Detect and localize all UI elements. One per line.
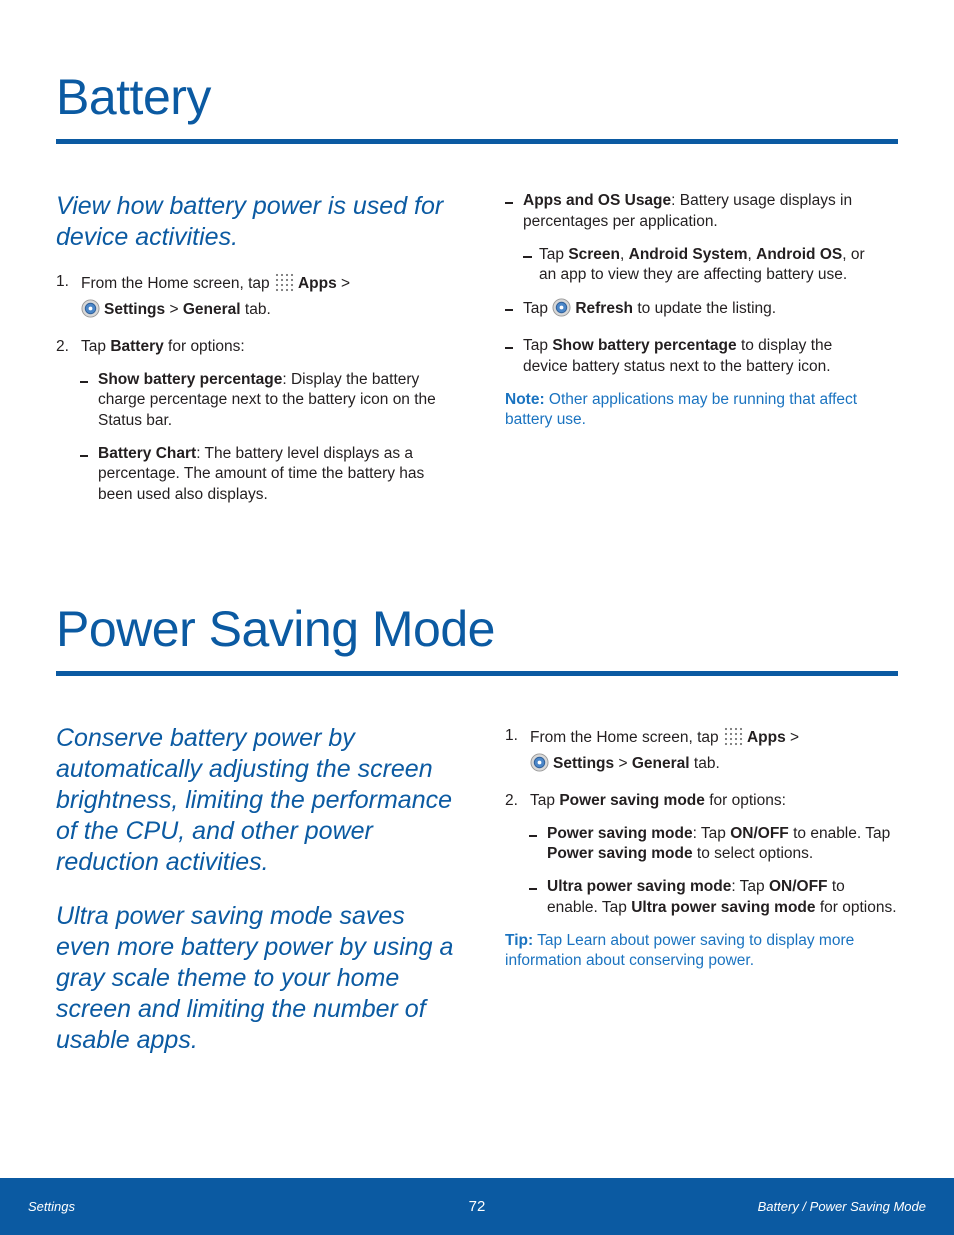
page-title-battery: Battery [56, 69, 211, 125]
power-tip: Tip: Tap Learn about power saving to display more information about conserving power. [505, 931, 855, 969]
list-item: Power saving mode: Tap ON/OFF to enable. Tap Power saving mode to select options. [505, 824, 897, 865]
power-step-2: 2. Tap Power saving mode for options: [505, 791, 897, 812]
step-number: 2. [56, 337, 69, 355]
bullet-dash [523, 256, 532, 258]
list-item: Tap Refresh to update the listing. [481, 298, 873, 324]
battery-step-1: 1. From the Home screen, tap Apps > Settings > General tab. [56, 272, 451, 324]
power-steps [505, 726, 897, 972]
page-number: 72 [468, 1198, 486, 1215]
list-item: Apps and OS Usage: Battery usage displays in percentages per application. [481, 191, 873, 232]
battery-intro: View how battery power is used for device activities. [56, 192, 444, 251]
bullet-dash [505, 202, 513, 204]
bullet-dash [505, 347, 513, 349]
bullet-dash [505, 309, 513, 311]
title-rule [56, 139, 898, 144]
step-number: 1. [56, 273, 69, 290]
bullet-dash [529, 835, 537, 837]
settings-gear-icon [530, 753, 549, 779]
battery-note: Note: Other applications may be running that affect battery use. [505, 390, 858, 428]
apps-grid-icon [274, 272, 294, 299]
list-item: Battery Chart: The battery level displays as a percentage. The amount of time the battery has been used also displays. [56, 444, 451, 506]
apps-grid-icon [723, 726, 743, 753]
sub-list-item: Tap Screen, Android System, Android OS, or an app to view they are affecting battery use. [481, 245, 873, 286]
page-footer [0, 1178, 954, 1235]
battery-right-column [481, 191, 873, 431]
title-rule [56, 671, 898, 676]
settings-gear-icon [81, 299, 100, 325]
bullet-dash [529, 888, 537, 890]
power-step-1: 1. From the Home screen, tap Apps > Settings > General tab. [505, 726, 897, 778]
footer-section: Settings [28, 1199, 75, 1214]
list-item: Ultra power saving mode: Tap ON/OFF to enable. Tap Ultra power saving mode for options. [505, 877, 897, 918]
step-number: 2. [505, 791, 518, 809]
list-item: Tap Show battery percentage to display the device battery status next to the battery icon. [481, 336, 873, 377]
battery-step-2: 2. Tap Battery for options: [56, 337, 451, 358]
footer-chapter: Battery / Power Saving Mode [757, 1199, 926, 1214]
bullet-dash [80, 381, 88, 383]
step-number: 1. [505, 727, 518, 744]
power-intro-1: Conserve battery power by automatically adjusting the screen brightness, limiting the performance of the CPU, and other power reduction activities. [56, 724, 453, 876]
list-item: Show battery percentage: Display the battery charge percentage next to the battery icon on the Status bar. [56, 370, 451, 432]
power-intro-2: Ultra power saving mode saves even more battery power by using a gray scale theme to your home screen and limiting the number of usable apps. [56, 902, 454, 1054]
refresh-settings-gear-icon [552, 298, 571, 324]
bullet-dash [80, 455, 88, 457]
battery-steps [56, 272, 451, 505]
page-title-power-saving: Power Saving Mode [56, 601, 495, 657]
